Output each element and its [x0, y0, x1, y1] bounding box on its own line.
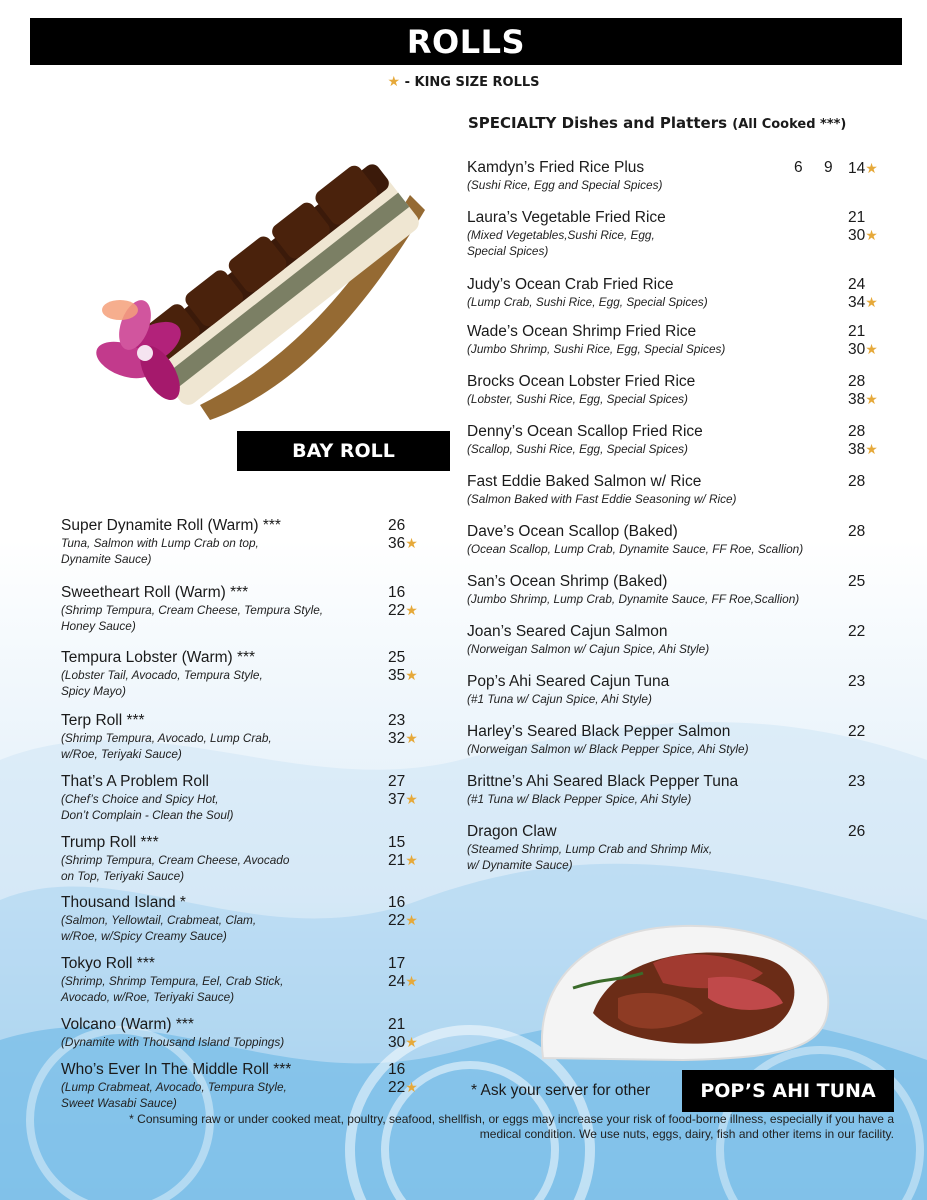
- item-price: [388, 1033, 418, 1052]
- item-name: Judy’s Ocean Crab Fried Rice: [467, 276, 674, 293]
- star-icon: ★: [405, 730, 418, 746]
- item-description: (Norweigan Salmon w/ Cajun Spice, Ahi Style): [467, 642, 710, 656]
- item-price: [388, 534, 418, 553]
- item-description: w/Roe, Teriyaki Sauce): [61, 747, 182, 761]
- item-description: (Salmon, Yellowtail, Crabmeat, Clam,: [61, 913, 257, 927]
- item-description: Honey Sauce): [61, 619, 136, 633]
- item-price: [848, 573, 865, 591]
- item-name: Denny’s Ocean Scallop Fried Rice: [467, 423, 703, 440]
- price-value: 21: [848, 209, 866, 226]
- item-price: [388, 517, 405, 535]
- price-value: 28: [848, 423, 866, 440]
- item-description: on Top, Teriyaki Sauce): [61, 869, 185, 883]
- item-name: Thousand Island *: [61, 894, 186, 911]
- price-value: 28: [848, 373, 866, 390]
- item-price: [388, 1016, 405, 1034]
- item-name: Fast Eddie Baked Salmon w/ Rice: [467, 473, 702, 490]
- menu-item: [467, 623, 847, 657]
- menu-item: [61, 712, 381, 762]
- item-description: Special Spices): [467, 244, 549, 258]
- item-price: [848, 623, 865, 641]
- price-value: 22: [848, 623, 866, 640]
- menu-item: [467, 723, 847, 757]
- menu-item: [467, 423, 847, 457]
- item-price: [388, 729, 418, 748]
- specialty-heading: [468, 114, 908, 132]
- item-name: Volcano (Warm) ***: [61, 1016, 194, 1033]
- page-title: ROLLS: [30, 18, 902, 65]
- item-description: w/Roe, w/Spicy Creamy Sauce): [61, 929, 227, 943]
- star-icon: ★: [405, 602, 418, 618]
- menu-item: [61, 584, 381, 634]
- health-disclaimer: [60, 1112, 894, 1142]
- price-value: 23: [848, 673, 866, 690]
- price-value: 26: [388, 517, 406, 534]
- item-name: Kamdyn’s Fried Rice Plus: [467, 159, 645, 176]
- item-description: (Ocean Scallop, Lump Crab, Dynamite Sauce, FF Roe, Scallion): [467, 542, 804, 556]
- item-name: Wade’s Ocean Shrimp Fried Rice: [467, 323, 697, 340]
- price-value: 30: [388, 1034, 406, 1051]
- price-value: 16: [388, 1061, 406, 1078]
- price-value: 15: [388, 834, 406, 851]
- item-description: (#1 Tuna w/ Cajun Spice, Ahi Style): [467, 692, 652, 706]
- item-name: Tempura Lobster (Warm) ***: [61, 649, 256, 666]
- menu-item: [61, 834, 381, 884]
- item-price: [848, 209, 865, 227]
- price-value: 27: [388, 773, 406, 790]
- item-name: Brocks Ocean Lobster Fried Rice: [467, 373, 696, 390]
- star-icon: ★: [405, 791, 418, 807]
- item-name: Sweetheart Roll (Warm) ***: [61, 584, 249, 601]
- price-value: 14: [848, 160, 866, 177]
- item-name: San’s Ocean Shrimp (Baked): [467, 573, 668, 590]
- item-name: Laura’s Vegetable Fried Rice: [467, 209, 666, 226]
- price-value: 16: [388, 584, 406, 601]
- star-icon: ★: [405, 535, 418, 551]
- price-value: 26: [848, 823, 866, 840]
- star-icon: ★: [865, 160, 878, 176]
- item-description: (Jumbo Shrimp, Sushi Rice, Egg, Special Spices): [467, 342, 726, 356]
- item-name: Dave’s Ocean Scallop (Baked): [467, 523, 678, 540]
- item-price: [848, 773, 865, 791]
- ahi-tuna-image: [533, 918, 833, 1063]
- price-value: 9: [824, 159, 833, 176]
- item-description: Don’t Complain - Clean the Soul): [61, 808, 234, 822]
- star-icon: ★: [865, 227, 878, 243]
- price-value: 37: [388, 791, 406, 808]
- item-price: [848, 723, 865, 741]
- item-name: Terp Roll ***: [61, 712, 145, 729]
- item-price: [848, 440, 878, 459]
- item-description: w/ Dynamite Sauce): [467, 858, 573, 872]
- item-description: (Dynamite with Thousand Island Toppings): [61, 1035, 285, 1049]
- item-price: [388, 1078, 418, 1097]
- item-price: [848, 293, 878, 312]
- star-icon: ★: [387, 74, 401, 90]
- item-price: [388, 649, 405, 667]
- price-value: 28: [848, 473, 866, 490]
- item-description: Tuna, Salmon with Lump Crab on top,: [61, 536, 259, 550]
- item-name: Who’s Ever In The Middle Roll ***: [61, 1061, 292, 1078]
- item-description: Sweet Wasabi Sauce): [61, 1096, 177, 1110]
- price-value: 24: [388, 973, 406, 990]
- item-price: [388, 712, 405, 730]
- item-description: (Lump Crab, Sushi Rice, Egg, Special Spices): [467, 295, 708, 309]
- item-price: [848, 473, 865, 491]
- price-value: 21: [388, 1016, 406, 1033]
- star-icon: ★: [405, 1034, 418, 1050]
- menu-item: [61, 1016, 381, 1050]
- item-name: Dragon Claw: [467, 823, 557, 840]
- item-name: Super Dynamite Roll (Warm) ***: [61, 517, 281, 534]
- price-value: 28: [848, 523, 866, 540]
- star-icon: ★: [405, 912, 418, 928]
- item-name: Trump Roll ***: [61, 834, 159, 851]
- item-name: Tokyo Roll ***: [61, 955, 155, 972]
- item-price: [388, 911, 418, 930]
- item-price: [388, 773, 405, 791]
- menu-item: [61, 955, 381, 1005]
- item-price: [848, 523, 865, 541]
- item-description: (Steamed Shrimp, Lump Crab and Shrimp Mix,: [467, 842, 713, 856]
- star-icon: ★: [865, 341, 878, 357]
- item-name: Brittne’s Ahi Seared Black Pepper Tuna: [467, 773, 739, 790]
- item-description: Spicy Mayo): [61, 684, 126, 698]
- item-description: (Sushi Rice, Egg and Special Spices): [467, 178, 663, 192]
- item-description: (Scallop, Sushi Rice, Egg, Special Spices): [467, 442, 688, 456]
- price-value: 32: [388, 730, 406, 747]
- price-value: 25: [388, 649, 406, 666]
- menu-item: [61, 649, 381, 699]
- item-price: [388, 894, 405, 912]
- item-price: [848, 673, 865, 691]
- item-description: (Norweigan Salmon w/ Black Pepper Spice, Ahi Style): [467, 742, 749, 756]
- item-description: (Shrimp, Shrimp Tempura, Eel, Crab Stick,: [61, 974, 284, 988]
- item-price: [848, 390, 878, 409]
- menu-item: [467, 373, 847, 407]
- item-price: [388, 955, 405, 973]
- specialty-subtitle: (All Cooked ***): [732, 117, 847, 132]
- item-description: (Shrimp Tempura, Cream Cheese, Avocado: [61, 853, 290, 867]
- item-price: [388, 666, 418, 685]
- menu-item: [61, 894, 381, 944]
- menu-item: [467, 209, 847, 259]
- item-description: (Lump Crabmeat, Avocado, Tempura Style,: [61, 1080, 287, 1094]
- bay-roll-label: BAY ROLL: [237, 431, 450, 471]
- menu-item: [467, 823, 847, 873]
- price-value: 23: [848, 773, 866, 790]
- menu-item: [467, 473, 847, 507]
- item-price: [848, 340, 878, 359]
- item-description: (Lobster Tail, Avocado, Tempura Style,: [61, 668, 263, 682]
- legend-text: - KING SIZE ROLLS: [404, 75, 540, 90]
- item-price: [824, 159, 833, 177]
- star-icon: ★: [865, 391, 878, 407]
- item-description: (#1 Tuna w/ Black Pepper Spice, Ahi Style): [467, 792, 692, 806]
- disclaimer-line: * Consuming raw or under cooked meat, poultry, seafood, shellfish, or eggs may increase your risk of food-borne illness, especially if you have a: [129, 1112, 894, 1126]
- price-value: 16: [388, 894, 406, 911]
- item-price: [388, 1061, 405, 1079]
- item-price: [388, 601, 418, 620]
- specialty-title: SPECIALTY Dishes and Platters: [468, 114, 728, 132]
- price-value: 22: [388, 602, 406, 619]
- price-value: 25: [848, 573, 866, 590]
- item-name: Joan’s Seared Cajun Salmon: [467, 623, 668, 640]
- star-icon: ★: [405, 1079, 418, 1095]
- item-price: [848, 423, 865, 441]
- item-price: [848, 226, 878, 245]
- bay-roll-image: [80, 135, 440, 425]
- item-description: (Chef’s Choice and Spicy Hot,: [61, 792, 219, 806]
- star-icon: ★: [405, 852, 418, 868]
- price-value: 38: [848, 441, 866, 458]
- item-price: [848, 373, 865, 391]
- item-description: (Shrimp Tempura, Avocado, Lump Crab,: [61, 731, 272, 745]
- menu-item: [467, 276, 847, 310]
- item-description: (Jumbo Shrimp, Lump Crab, Dynamite Sauce, FF Roe,Scallion): [467, 592, 800, 606]
- item-price: [388, 584, 405, 602]
- item-price: [388, 834, 405, 852]
- item-description: Dynamite Sauce): [61, 552, 152, 566]
- item-price: [848, 159, 878, 178]
- price-value: 30: [848, 341, 866, 358]
- menu-item: [467, 323, 847, 357]
- menu-item: [467, 573, 847, 607]
- price-value: 22: [388, 912, 406, 929]
- menu-item: [467, 773, 847, 807]
- item-description: (Salmon Baked with Fast Eddie Seasoning w/ Rice): [467, 492, 737, 506]
- item-description: (Shrimp Tempura, Cream Cheese, Tempura Style,: [61, 603, 324, 617]
- star-icon: ★: [405, 667, 418, 683]
- item-description: (Mixed Vegetables,Sushi Rice, Egg,: [467, 228, 655, 242]
- item-description: (Lobster, Sushi Rice, Egg, Special Spices): [467, 392, 688, 406]
- price-value: 38: [848, 391, 866, 408]
- item-price: [848, 276, 865, 294]
- price-value: 30: [848, 227, 866, 244]
- price-value: 6: [794, 159, 803, 176]
- item-price: [848, 823, 865, 841]
- star-icon: ★: [865, 441, 878, 457]
- menu-item: [467, 673, 847, 707]
- item-price: [388, 851, 418, 870]
- menu-item: [61, 773, 381, 823]
- item-name: Pop’s Ahi Seared Cajun Tuna: [467, 673, 670, 690]
- price-value: 17: [388, 955, 406, 972]
- price-value: 35: [388, 667, 406, 684]
- item-price: [388, 972, 418, 991]
- price-value: 21: [848, 323, 866, 340]
- item-price: [794, 159, 803, 177]
- ask-server-note: * Ask your server for other: [471, 1082, 651, 1099]
- price-value: 34: [848, 294, 866, 311]
- menu-item: [61, 1061, 381, 1111]
- menu-item: [467, 159, 847, 193]
- menu-item: [61, 517, 381, 567]
- price-value: 21: [388, 852, 406, 869]
- item-name: That’s A Problem Roll: [61, 773, 209, 790]
- menu-item: [467, 523, 847, 557]
- item-price: [848, 323, 865, 341]
- price-value: 23: [388, 712, 406, 729]
- price-value: 22: [388, 1079, 406, 1096]
- item-description: Avocado, w/Roe, Teriyaki Sauce): [61, 990, 235, 1004]
- star-icon: ★: [865, 294, 878, 310]
- item-price: [388, 790, 418, 809]
- pops-ahi-tuna-label: POP’S AHI TUNA: [682, 1070, 894, 1112]
- king-size-legend: [0, 74, 927, 90]
- star-icon: ★: [405, 973, 418, 989]
- price-value: 24: [848, 276, 866, 293]
- item-name: Harley’s Seared Black Pepper Salmon: [467, 723, 731, 740]
- disclaimer-line: medical condition. We use nuts, eggs, dairy, fish and other items in our facility.: [479, 1127, 894, 1141]
- price-value: 36: [388, 535, 406, 552]
- price-value: 22: [848, 723, 866, 740]
